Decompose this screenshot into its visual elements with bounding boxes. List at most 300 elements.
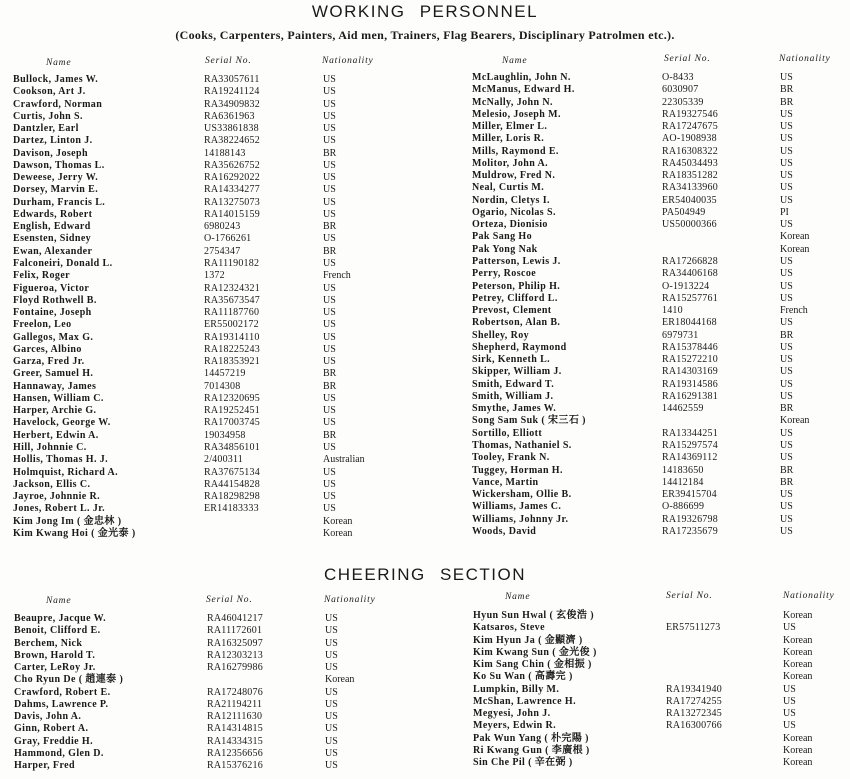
nationality: US — [783, 695, 796, 707]
roster-row — [13, 160, 433, 172]
person-name: Molitor, John A. — [472, 157, 549, 169]
nationality: US — [323, 110, 336, 122]
serial-number: RA34133960 — [662, 182, 718, 194]
roster-row — [472, 330, 842, 342]
roster-row — [472, 440, 842, 452]
nationality: US — [780, 157, 793, 169]
serial-number: RA19327546 — [662, 108, 718, 120]
person-name: Peterson, Philip H. — [472, 280, 561, 292]
serial-number: ER54040035 — [662, 194, 717, 206]
serial-number: 6030907 — [662, 84, 699, 96]
person-name: Cho Ryun De ( 趙連泰 ) — [14, 674, 124, 686]
nationality: US — [783, 720, 796, 732]
nationality: BR — [323, 429, 337, 441]
cheering-left-list — [14, 613, 434, 772]
roster-row — [473, 708, 843, 720]
nationality: US — [780, 292, 793, 304]
nationality: BR — [780, 476, 794, 488]
person-name: Melesio, Joseph M. — [472, 108, 561, 120]
col-header-nationality: Nationality — [322, 56, 374, 66]
roster-row — [472, 317, 842, 329]
roster-row — [13, 295, 433, 307]
person-name: Kim Hyun Ja ( 金顯濟 ) — [473, 634, 583, 646]
person-name: Garces, Albino — [13, 343, 82, 355]
serial-number: RA21194211 — [207, 698, 263, 710]
nationality: Korean — [325, 674, 355, 686]
person-name: Dartez, Linton J. — [13, 135, 93, 147]
nationality: US — [780, 72, 793, 83]
roster-row — [13, 172, 433, 184]
nationality: Korean — [783, 732, 813, 744]
nationality: BR — [780, 84, 794, 96]
serial-number: RA45034493 — [662, 157, 718, 169]
roster-row — [472, 403, 842, 415]
roster-row — [472, 415, 842, 427]
roster-row — [473, 671, 843, 683]
person-name: Tooley, Frank N. — [472, 452, 550, 464]
roster-row — [13, 442, 433, 454]
serial-number: PA504949 — [662, 206, 706, 218]
roster-row — [13, 233, 433, 245]
roster-row — [14, 625, 434, 637]
working-personnel-title: WORKING PERSONNEL — [311, 2, 539, 21]
nationality: US — [325, 698, 338, 710]
serial-number: RA11187760 — [204, 307, 260, 319]
serial-number: 7014308 — [204, 380, 241, 392]
roster-row — [13, 283, 433, 295]
person-name: Holmquist, Richard A. — [13, 466, 119, 478]
person-name: Falconeiri, Donald L. — [13, 257, 113, 269]
nationality: Korean — [783, 744, 813, 756]
person-name: Ri Kwang Gun ( 李廣根 ) — [473, 744, 590, 756]
col-header-name: Name — [505, 592, 531, 602]
serial-number: RA16308322 — [662, 145, 718, 157]
serial-number: O-1766261 — [204, 233, 252, 245]
serial-number: RA19341940 — [666, 683, 722, 695]
working-right-list — [472, 72, 842, 538]
nationality: US — [323, 86, 336, 98]
person-name: Katsaros, Steve — [473, 622, 545, 634]
nationality: US — [780, 390, 793, 402]
nationality: US — [323, 503, 336, 515]
serial-number: RA12356656 — [207, 747, 263, 759]
nationality: US — [780, 194, 793, 206]
person-name: Beaupre, Jacque W. — [14, 613, 107, 624]
serial-number: ER55002172 — [204, 319, 259, 331]
nationality: BR — [780, 464, 794, 476]
nationality: US — [323, 123, 336, 135]
roster-row — [473, 757, 843, 769]
person-name: Thomas, Nathaniel S. — [472, 439, 572, 451]
roster-row — [13, 405, 433, 417]
serial-number: RA12303213 — [207, 649, 263, 661]
person-name: Smith, Edward T. — [472, 378, 555, 390]
roster-row — [13, 86, 433, 98]
serial-number: RA18353921 — [204, 356, 260, 368]
person-name: Crawford, Norman — [13, 98, 103, 110]
roster-row — [13, 479, 433, 491]
nationality: US — [323, 307, 336, 319]
nationality: US — [323, 343, 336, 355]
serial-number: RA15378446 — [662, 341, 718, 353]
serial-number: RA19252451 — [204, 405, 260, 417]
serial-number: RA33057611 — [204, 74, 260, 85]
roster-row — [13, 454, 433, 466]
person-name: Jackson, Ellis C. — [13, 478, 91, 490]
person-name: English, Edward — [13, 221, 91, 233]
serial-number: 14188143 — [204, 147, 246, 159]
roster-row — [13, 99, 433, 111]
person-name: Kim Jong Im ( 金忠林 ) — [13, 515, 122, 527]
nationality: US — [780, 280, 793, 292]
person-name: Muldrow, Fred N. — [472, 170, 556, 182]
roster-row — [473, 720, 843, 732]
person-name: Pak Sang Ho — [472, 231, 532, 243]
person-name: Harper, Archie G. — [13, 405, 97, 417]
person-name: Kim Sang Chin ( 金相振 ) — [473, 659, 592, 671]
roster-row — [14, 699, 434, 711]
nationality: US — [780, 439, 793, 451]
nationality: US — [323, 417, 336, 429]
nationality: US — [323, 405, 336, 417]
roster-row — [473, 745, 843, 757]
serial-number: RA17266828 — [662, 255, 718, 267]
col-header-serial: Serial No. — [205, 56, 252, 66]
roster-row — [472, 97, 842, 109]
person-name: Mills, Raymond E. — [472, 145, 559, 157]
roster-row — [472, 256, 842, 268]
serial-number: RA19314110 — [204, 331, 260, 343]
nationality: Korean — [783, 646, 813, 658]
serial-number: RA16291381 — [662, 390, 718, 402]
roster-row — [472, 182, 842, 194]
person-name: Neal, Curtis M. — [472, 182, 545, 194]
roster-row — [472, 231, 842, 243]
col-header-name: Name — [46, 58, 72, 68]
serial-number: RA14334315 — [207, 735, 263, 747]
nationality: US — [323, 331, 336, 343]
serial-number: 1410 — [662, 305, 683, 317]
serial-number: 1372 — [204, 270, 225, 282]
person-name: Perry, Roscoe — [472, 268, 537, 280]
roster-row — [13, 381, 433, 393]
roster-row — [14, 662, 434, 674]
serial-number: RA17247675 — [662, 121, 718, 133]
serial-number: RA15297574 — [662, 439, 718, 451]
roster-row — [13, 221, 433, 233]
nationality: Korean — [783, 757, 813, 769]
roster-row — [13, 209, 433, 221]
serial-number: RA17235679 — [662, 525, 718, 537]
serial-number: RA19241124 — [204, 86, 260, 98]
roster-row — [13, 368, 433, 380]
nationality: US — [780, 427, 793, 439]
nationality: US — [323, 233, 336, 245]
person-name: Freelon, Leo — [13, 319, 72, 331]
roster-row — [473, 647, 843, 659]
nationality: US — [323, 478, 336, 490]
roster-row — [472, 354, 842, 366]
roster-row — [13, 344, 433, 356]
nationality: US — [325, 735, 338, 747]
person-name: Dawson, Thomas L. — [13, 159, 105, 171]
serial-number: 14462559 — [662, 403, 704, 415]
roster-row — [13, 258, 433, 270]
roster-row — [473, 659, 843, 671]
person-name: Berchem, Nick — [14, 637, 83, 649]
serial-number: US50000366 — [662, 219, 717, 231]
person-name: Esensten, Sidney — [13, 233, 92, 245]
person-name: Dantzler, Earl — [13, 123, 79, 135]
person-name: Sirk, Kenneth L. — [472, 354, 551, 366]
roster-row — [14, 760, 434, 772]
roster-row — [472, 219, 842, 231]
roster-row — [13, 356, 433, 368]
person-name: Bullock, James W. — [13, 74, 99, 85]
roster-row — [473, 622, 843, 634]
nationality: US — [783, 622, 796, 634]
serial-number: US33861838 — [204, 123, 259, 135]
serial-number: RA16292022 — [204, 172, 260, 184]
serial-number: 2/400311 — [204, 454, 244, 466]
roster-row — [14, 723, 434, 735]
nationality: US — [323, 319, 336, 331]
person-name: Dorsey, Marvin E. — [13, 184, 99, 196]
nationality: Australian — [323, 454, 365, 466]
person-name: Nordin, Cletys I. — [472, 194, 550, 206]
serial-number: RA44154828 — [204, 478, 260, 490]
nationality: US — [780, 268, 793, 280]
nationality: US — [323, 356, 336, 368]
person-name: Hollis, Thomas H. J. — [13, 454, 109, 466]
person-name: Ogario, Nicolas S. — [472, 206, 556, 218]
nationality: US — [783, 708, 796, 720]
serial-number: ER18044168 — [662, 317, 717, 329]
serial-number: RA15257761 — [662, 292, 718, 304]
roster-row — [14, 711, 434, 723]
roster-row — [472, 305, 842, 317]
roster-row — [13, 111, 433, 123]
person-name: Tuggey, Horman H. — [472, 464, 563, 476]
nationality: BR — [780, 403, 794, 415]
nationality: US — [325, 649, 338, 661]
serial-number: RA11190182 — [204, 257, 260, 269]
person-name: McNally, John N. — [472, 96, 553, 108]
nationality: US — [323, 208, 336, 220]
person-name: Cookson, Art J. — [13, 86, 86, 98]
person-name: Vance, Martin — [472, 476, 539, 488]
roster-row — [13, 184, 433, 196]
person-name: Skipper, William J. — [472, 366, 562, 378]
roster-row — [14, 650, 434, 662]
nationality: Korean — [783, 659, 813, 671]
person-name: Kim Kwang Sun ( 金光俊 ) — [473, 646, 597, 658]
person-name: Ewan, Alexander — [13, 245, 93, 257]
nationality: US — [780, 219, 793, 231]
serial-number: RA18298298 — [204, 491, 260, 503]
col-header-serial: Serial No. — [666, 591, 713, 601]
nationality: US — [780, 317, 793, 329]
roster-row — [13, 430, 433, 442]
col-header-nationality: Nationality — [779, 54, 831, 64]
roster-row — [472, 379, 842, 391]
person-name: Miller, Loris R. — [472, 133, 545, 145]
person-name: Herbert, Edwin A. — [13, 429, 99, 441]
serial-number: 14412184 — [662, 476, 704, 488]
person-name: Sortillo, Elliott — [472, 427, 543, 439]
roster-row — [472, 452, 842, 464]
person-name: Megyesi, John J. — [473, 708, 551, 720]
roster-row — [13, 417, 433, 429]
roster-row — [13, 123, 433, 135]
roster-row — [472, 342, 842, 354]
nationality: US — [780, 121, 793, 133]
nationality: US — [323, 135, 336, 147]
serial-number: RA17248076 — [207, 686, 263, 698]
roster-row — [13, 332, 433, 344]
serial-number: RA19314586 — [662, 378, 718, 390]
serial-number: ER39415704 — [662, 489, 717, 501]
person-name: Hannaway, James — [13, 380, 97, 392]
roster-row — [472, 195, 842, 207]
nationality: US — [780, 354, 793, 366]
serial-number: RA13272345 — [666, 708, 722, 720]
serial-number: RA15376216 — [207, 760, 263, 772]
person-name: Ginn, Robert A. — [14, 723, 89, 735]
nationality: US — [323, 257, 336, 269]
person-name: Greer, Samuel H. — [13, 368, 94, 380]
working-personnel-subtitle: (Cooks, Carpenters, Painters, Aid men, Trainers, Flag Bearers, Disciplinary Patrolmen etc.). — [175, 28, 675, 42]
person-name: Pak Yong Nak — [472, 243, 538, 255]
roster-row — [472, 489, 842, 501]
serial-number: RA11172601 — [207, 625, 263, 637]
roster-row — [472, 170, 842, 182]
nationality: French — [323, 270, 351, 282]
serial-number: RA34856101 — [204, 441, 260, 453]
nationality: BR — [323, 380, 337, 392]
nationality: US — [780, 108, 793, 120]
nationality: US — [780, 501, 793, 513]
serial-number: RA14314815 — [207, 723, 263, 735]
serial-number: RA12320695 — [204, 392, 260, 404]
nationality: US — [780, 133, 793, 145]
cheering-section-title: CHEERING SECTION — [323, 565, 527, 584]
person-name: Robertson, Alan B. — [472, 317, 561, 329]
serial-number: 6980243 — [204, 221, 241, 233]
serial-number: RA35626752 — [204, 159, 260, 171]
person-name: Wickersham, Ollie B. — [472, 489, 572, 501]
roster-row — [13, 135, 433, 147]
person-name: Hyun Sun Hwal ( 玄俊浩 ) — [473, 610, 594, 621]
roster-row — [472, 526, 842, 538]
nationality: US — [325, 637, 338, 649]
nationality: US — [323, 491, 336, 503]
nationality: US — [325, 747, 338, 759]
nationality: US — [780, 378, 793, 390]
person-name: Benoit, Clifford E. — [14, 625, 101, 637]
nationality: BR — [323, 245, 337, 257]
serial-number: O-1913224 — [662, 280, 710, 292]
person-name: Miller, Elmer L. — [472, 121, 548, 133]
serial-number: RA34909832 — [204, 98, 260, 110]
serial-number: 6979731 — [662, 329, 699, 341]
roster-row — [472, 158, 842, 170]
serial-number: RA37675134 — [204, 466, 260, 478]
serial-number: RA14015159 — [204, 208, 260, 220]
nationality: US — [323, 392, 336, 404]
roster-row — [472, 281, 842, 293]
person-name: Brown, Harold T. — [14, 649, 96, 661]
roster-row — [472, 244, 842, 256]
person-name: Figueroa, Victor — [13, 282, 90, 294]
roster-row — [14, 674, 434, 686]
serial-number: O-8433 — [662, 72, 694, 83]
serial-number: RA18351282 — [662, 170, 718, 182]
roster-row — [473, 733, 843, 745]
serial-number: AO-1908938 — [662, 133, 717, 145]
roster-row — [472, 133, 842, 145]
nationality: BR — [323, 147, 337, 159]
person-name: Patterson, Lewis J. — [472, 255, 561, 267]
serial-number: RA16325097 — [207, 637, 263, 649]
roster-row — [472, 293, 842, 305]
roster-row — [472, 84, 842, 96]
serial-number: O-886699 — [662, 501, 705, 513]
cheering-right-list — [473, 610, 843, 769]
serial-number: RA14369112 — [662, 452, 718, 464]
col-header-nationality: Nationality — [783, 591, 835, 601]
person-name: Jones, Robert L. Jr. — [13, 503, 106, 515]
nationality: US — [325, 662, 338, 674]
serial-number: RA46041217 — [207, 613, 263, 624]
nationality: PI — [780, 206, 789, 218]
roster-row — [472, 428, 842, 440]
nationality: Korean — [783, 610, 813, 621]
roster-row — [473, 610, 843, 622]
roster-row — [472, 477, 842, 489]
nationality: BR — [780, 329, 794, 341]
working-left-list — [13, 74, 433, 540]
nationality: US — [323, 159, 336, 171]
roster-row — [13, 528, 433, 540]
person-name: Woods, David — [472, 525, 537, 537]
serial-number: 14183650 — [662, 464, 704, 476]
serial-number: RA6361963 — [204, 110, 255, 122]
person-name: Ko Su Wan ( 高壽完 ) — [473, 671, 573, 683]
person-name: Gallegos, Max G. — [13, 331, 94, 343]
roster-row — [472, 391, 842, 403]
nationality: Korean — [783, 634, 813, 646]
nationality: Korean — [780, 415, 810, 427]
roster-row — [13, 307, 433, 319]
roster-row — [14, 638, 434, 650]
nationality: Korean — [780, 231, 810, 243]
person-name: McManus, Edward H. — [472, 84, 575, 96]
person-name: Hammond, Glen D. — [14, 747, 104, 759]
person-name: Meyers, Edwin R. — [473, 720, 557, 732]
nationality: US — [780, 182, 793, 194]
roster-row — [13, 270, 433, 282]
nationality: US — [783, 683, 796, 695]
nationality: US — [325, 625, 338, 637]
roster-row — [13, 319, 433, 331]
roster-row — [472, 207, 842, 219]
roster-row — [472, 366, 842, 378]
nationality: US — [325, 613, 338, 624]
serial-number: RA35673547 — [204, 294, 260, 306]
roster-row — [13, 197, 433, 209]
roster-row — [14, 613, 434, 625]
